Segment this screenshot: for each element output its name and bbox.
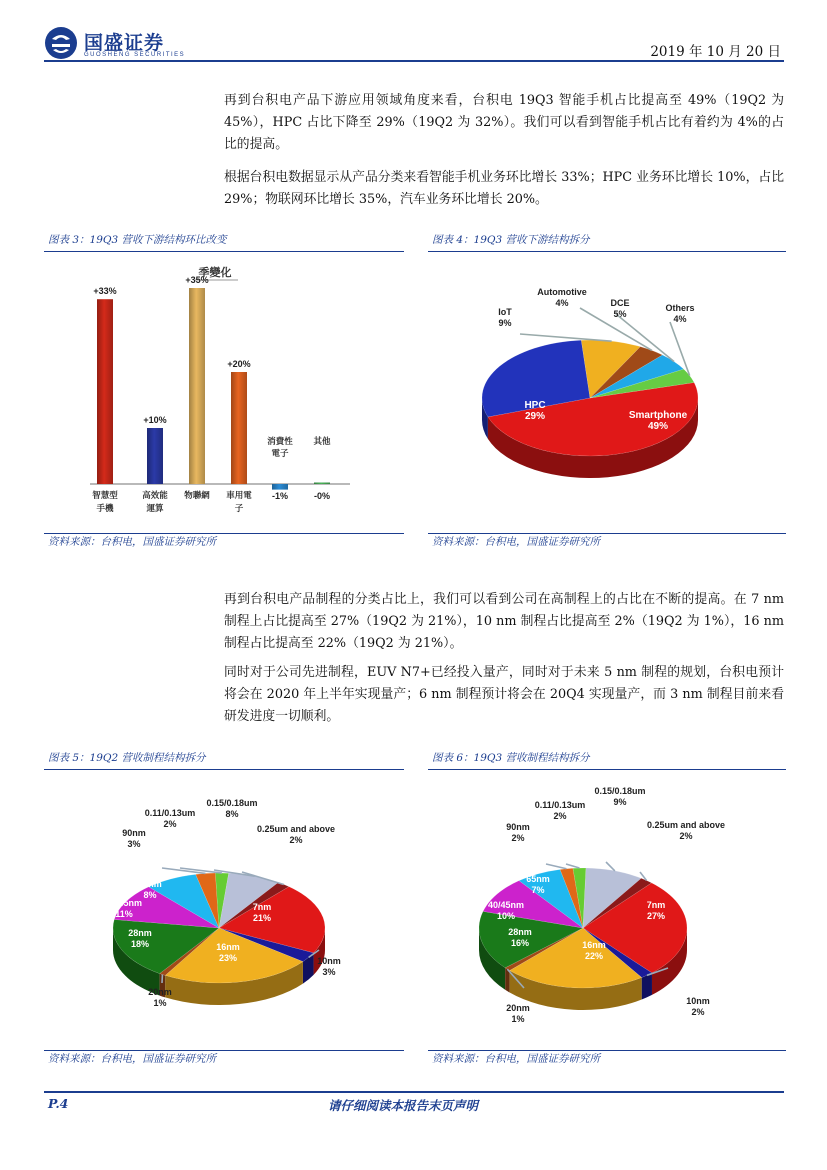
pie-label-9: 0.15/0.18um 8% [206,798,258,819]
pie-label-8: 0.11/0.13um 2% [534,800,586,821]
company-name: 国盛证券 [84,32,165,54]
pie-label-2: IoT 9% [498,307,512,328]
paragraph-2: 根据台积电数据显示从产品分类来看智能手机业务环比增长 33%；HPC 业务环比增长 10%，占比 29%；物联网环比增长 35%，汽车业务环比增长 20%。 [224,170,784,207]
pie-label-0: 7nm 21% [252,902,272,923]
pie-leader-2 [520,334,612,341]
pie-label-9: 0.15/0.18um 9% [594,786,646,807]
pie-label-5: Others 4% [665,303,695,324]
bar-value-label-0: +33% [93,286,117,297]
bar-value-label-4: -1% [271,491,289,501]
fig4-caption: 图表 4：19Q3 营收下游结构拆分 [432,234,590,246]
footer-disclaimer: 请仔细阅读本报告末页声明 [328,1098,479,1113]
header-rule [44,60,784,62]
pie-label-5: 40/45nm 10% [487,900,525,921]
pie-label-5: 40/45nm 11% [105,898,143,919]
pie-label-0: 7nm 27% [646,900,666,921]
fig6-source: 资料来源：台积电，国盛证券研究所 [432,1053,600,1065]
pie-label-7: 90nm 3% [122,828,146,849]
bar-category-label-0: 智慧型手機 [92,490,118,513]
fig4-top-rule [428,251,786,252]
fig4-pie-chart [470,278,710,498]
paragraph-3: 再到台积电产品制程的分类占比上，我们可以看到公司在高制程上的占比在不断的提高。在 7 nm 制程上占比提高至 27%（19Q2 为 21%），10 nm 制程占比提高至 2%（19Q2 为 1%），16 nm 制程占比提高至 22%（19Q2 为 21%）。 [224,592,784,651]
bar-category-label-3: 車用電子 [226,490,252,513]
pie-label-1: 10nm 2% [686,996,710,1017]
guosheng-logo-icon [44,26,78,60]
pie-label-3: Automotive 4% [537,287,587,308]
pie-label-6: 65nm 7% [526,874,550,895]
bar-category-label-2: 物聯網 [184,490,210,500]
fig5-top-rule [44,769,404,770]
bar-4 [272,484,288,490]
fig5-caption: 图表 5：19Q2 营收制程结构拆分 [48,752,206,764]
bar-value-label-3: +20% [227,359,251,369]
fig3-caption: 图表 3：19Q3 营收下游结构环比改变 [48,234,227,246]
pie-label-1: 10nm 3% [317,956,341,977]
fig3-top-rule [44,251,404,252]
fig3-source: 资料来源：台积电，国盛证券研究所 [48,536,216,548]
bar-5 [314,483,330,485]
fig4-source: 资料来源：台积电，国盛证券研究所 [432,536,600,548]
pie-label-6: 65nm 8% [138,879,162,900]
fig6-top-rule [428,769,786,770]
fig6-caption: 图表 6：19Q3 营收制程结构拆分 [432,752,590,764]
page-number: P.4 [48,1096,69,1111]
pie-leader-7 [546,864,566,869]
bar-category-label-1: 高效能運算 [142,490,168,513]
pie-label-4: 28nm 16% [508,927,532,948]
bar-category-label-5: 其他 [313,436,331,446]
fig3-bar-chart [60,258,380,528]
pie-label-3: 20nm 1% [506,1003,530,1024]
fig6-pie-chart [428,778,786,1048]
bar-2 [189,288,205,484]
report-date: 2019 年 10 月 20 日 [650,44,781,60]
pie-leader-8 [566,864,579,868]
paragraph-4: 同时对于公司先进制程，EUV N7+已经投入量产，同时对于未来 5 nm 制程的规划，台积电预计将会在 2020 年上半年实现量产；6 nm 制程预计将会在 20Q4 实现量产，而 3 nm 制程目前来看研发进度一切顺利。 [224,665,784,724]
bar-chart-title: 季變化 [198,267,232,279]
company-name-en: GUOSHENG SECURITIES [84,52,186,58]
footer-rule [44,1091,784,1093]
bar-category-label-4: 消費性電子 [267,436,293,458]
pie-label-4: DCE 5% [610,298,630,319]
bar-value-label-2: +35% [185,275,209,285]
bar-1 [147,428,163,484]
pie-label-0: Smartphone 49% [628,410,688,432]
pie-label-10: 0.25um and above 2% [256,824,336,845]
bar-3 [231,372,247,484]
fig5-source: 资料来源：台积电，国盛证券研究所 [48,1053,216,1065]
pie-label-3: 20nm 1% [148,987,172,1008]
pie-label-4: 28nm 18% [128,928,152,949]
bar-value-label-5: -0% [313,491,331,501]
paragraph-1: 再到台积电产品下游应用领域角度来看，台积电 19Q3 智能手机占比提高至 49%（19Q2 为 45%），HPC 占比下降至 29%（19Q2 为 32%）。我们可以看到智能手机占比有着约为 4%的占比的提高。 [224,93,784,152]
fig5-pie-chart [44,778,404,1048]
pie-label-8: 0.11/0.13um 2% [144,808,196,829]
header-logo [44,26,186,62]
bar-0 [97,299,113,484]
pie-label-2: 16nm 23% [216,942,240,963]
pie-label-1: HPC 29% [524,400,546,422]
pie-label-2: 16nm 22% [582,940,606,961]
pie-label-10: 0.25um and above 2% [646,820,726,841]
bar-value-label-1: +10% [143,415,167,425]
pie-label-7: 90nm 2% [506,822,530,843]
